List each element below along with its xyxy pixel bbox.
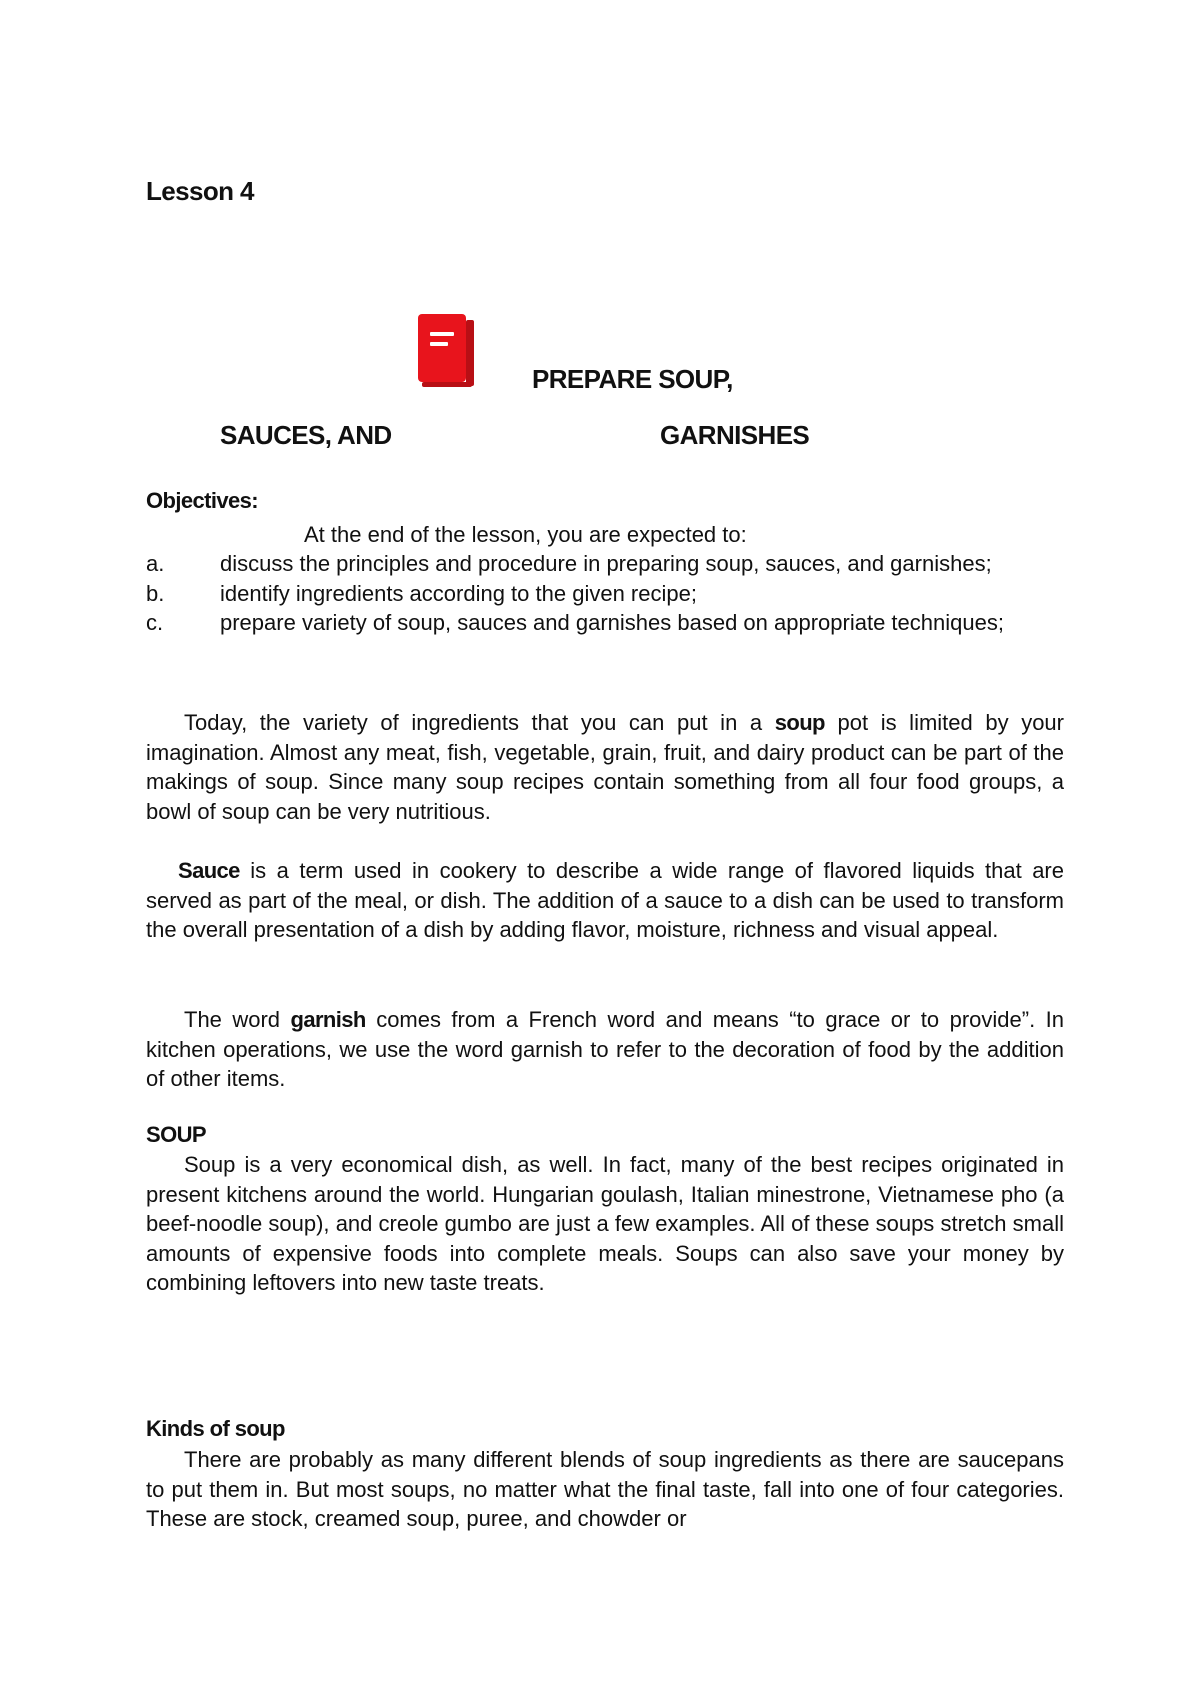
list-item-letter: b. — [146, 580, 165, 606]
text-run: pot is limited by your imagination. Almost any meat, fish, vegetable, grain, fruit, and dairy product can be part of the makings of soup. Since many soup recipes contain something from all four food groups, a bowl of soup can be very nutritious. — [146, 710, 1064, 824]
objectives-list — [146, 549, 1064, 638]
text-run: is a term used in cookery to describe a wide range of flavored liquids that are served as part of the meal, or dish. The addition of a sauce to a dish can be used to transform the overall presentation of a dish by adding flavor, moisture, richness and visual appeal. — [146, 858, 1064, 942]
list-item-text: identify ingredients according to the given recipe; — [220, 580, 697, 606]
text-run: Today, the variety of ingredients that you can put in a — [184, 710, 775, 735]
garnish-paragraph — [146, 1005, 1064, 1094]
list-item — [146, 549, 1064, 579]
keyword-sauce: Sauce — [178, 858, 240, 883]
book-icon — [416, 312, 476, 388]
list-item — [146, 579, 1064, 609]
lesson-label: Lesson 4 — [146, 176, 254, 206]
list-item-text: discuss the principles and procedure in preparing soup, sauces, and garnishes; — [220, 551, 992, 576]
title-line-2b: GARNISHES — [660, 420, 810, 450]
soup-intro-paragraph — [146, 708, 1064, 826]
title-line-1: PREPARE SOUP, — [532, 364, 733, 394]
text-run: comes from a French word and means “to grace or to provide”. In kitchen operations, we use the word garnish to refer to the decoration of food by the addition of other items. — [146, 1007, 1064, 1091]
objectives-intro: At the end of the lesson, you are expected to: — [304, 522, 747, 547]
list-item-text: prepare variety of soup, sauces and garnishes based on appropriate techniques; — [220, 610, 1004, 635]
list-item-letter: a. — [146, 551, 165, 576]
sauce-paragraph — [146, 856, 1064, 945]
list-item-letter: c. — [146, 610, 164, 635]
text-run: The word — [184, 1007, 291, 1032]
kinds-section-heading: Kinds of soup — [146, 1416, 285, 1441]
keyword-soup: soup — [774, 710, 825, 735]
objectives-heading: Objectives: — [146, 488, 259, 513]
kinds-section-text: There are probably as many different blends of soup ingredients as there are saucepans to put them in. But most soups, no matter what the final taste, fall into one of four categories. These are stock, creamed soup, puree, and chowder or — [146, 1447, 1064, 1531]
soup-section-text: Soup is a very economical dish, as well. In fact, many of the best recipes originated in present kitchens around the world. Hungarian goulash, Italian minestrone, Vietnamese pho (a beef-noodle soup), and creole gumbo are just a few examples. All of these soups stretch small amounts of expensive foods into complete meals. Soups can also save your money by combining leftovers into new taste treats. — [146, 1152, 1064, 1295]
kinds-section-body — [146, 1445, 1064, 1534]
title-line-2a: SAUCES, AND — [220, 420, 392, 450]
soup-section-heading: SOUP — [146, 1122, 206, 1147]
list-item — [146, 608, 1064, 638]
soup-section-body — [146, 1150, 1064, 1298]
keyword-garnish: garnish — [290, 1007, 366, 1032]
